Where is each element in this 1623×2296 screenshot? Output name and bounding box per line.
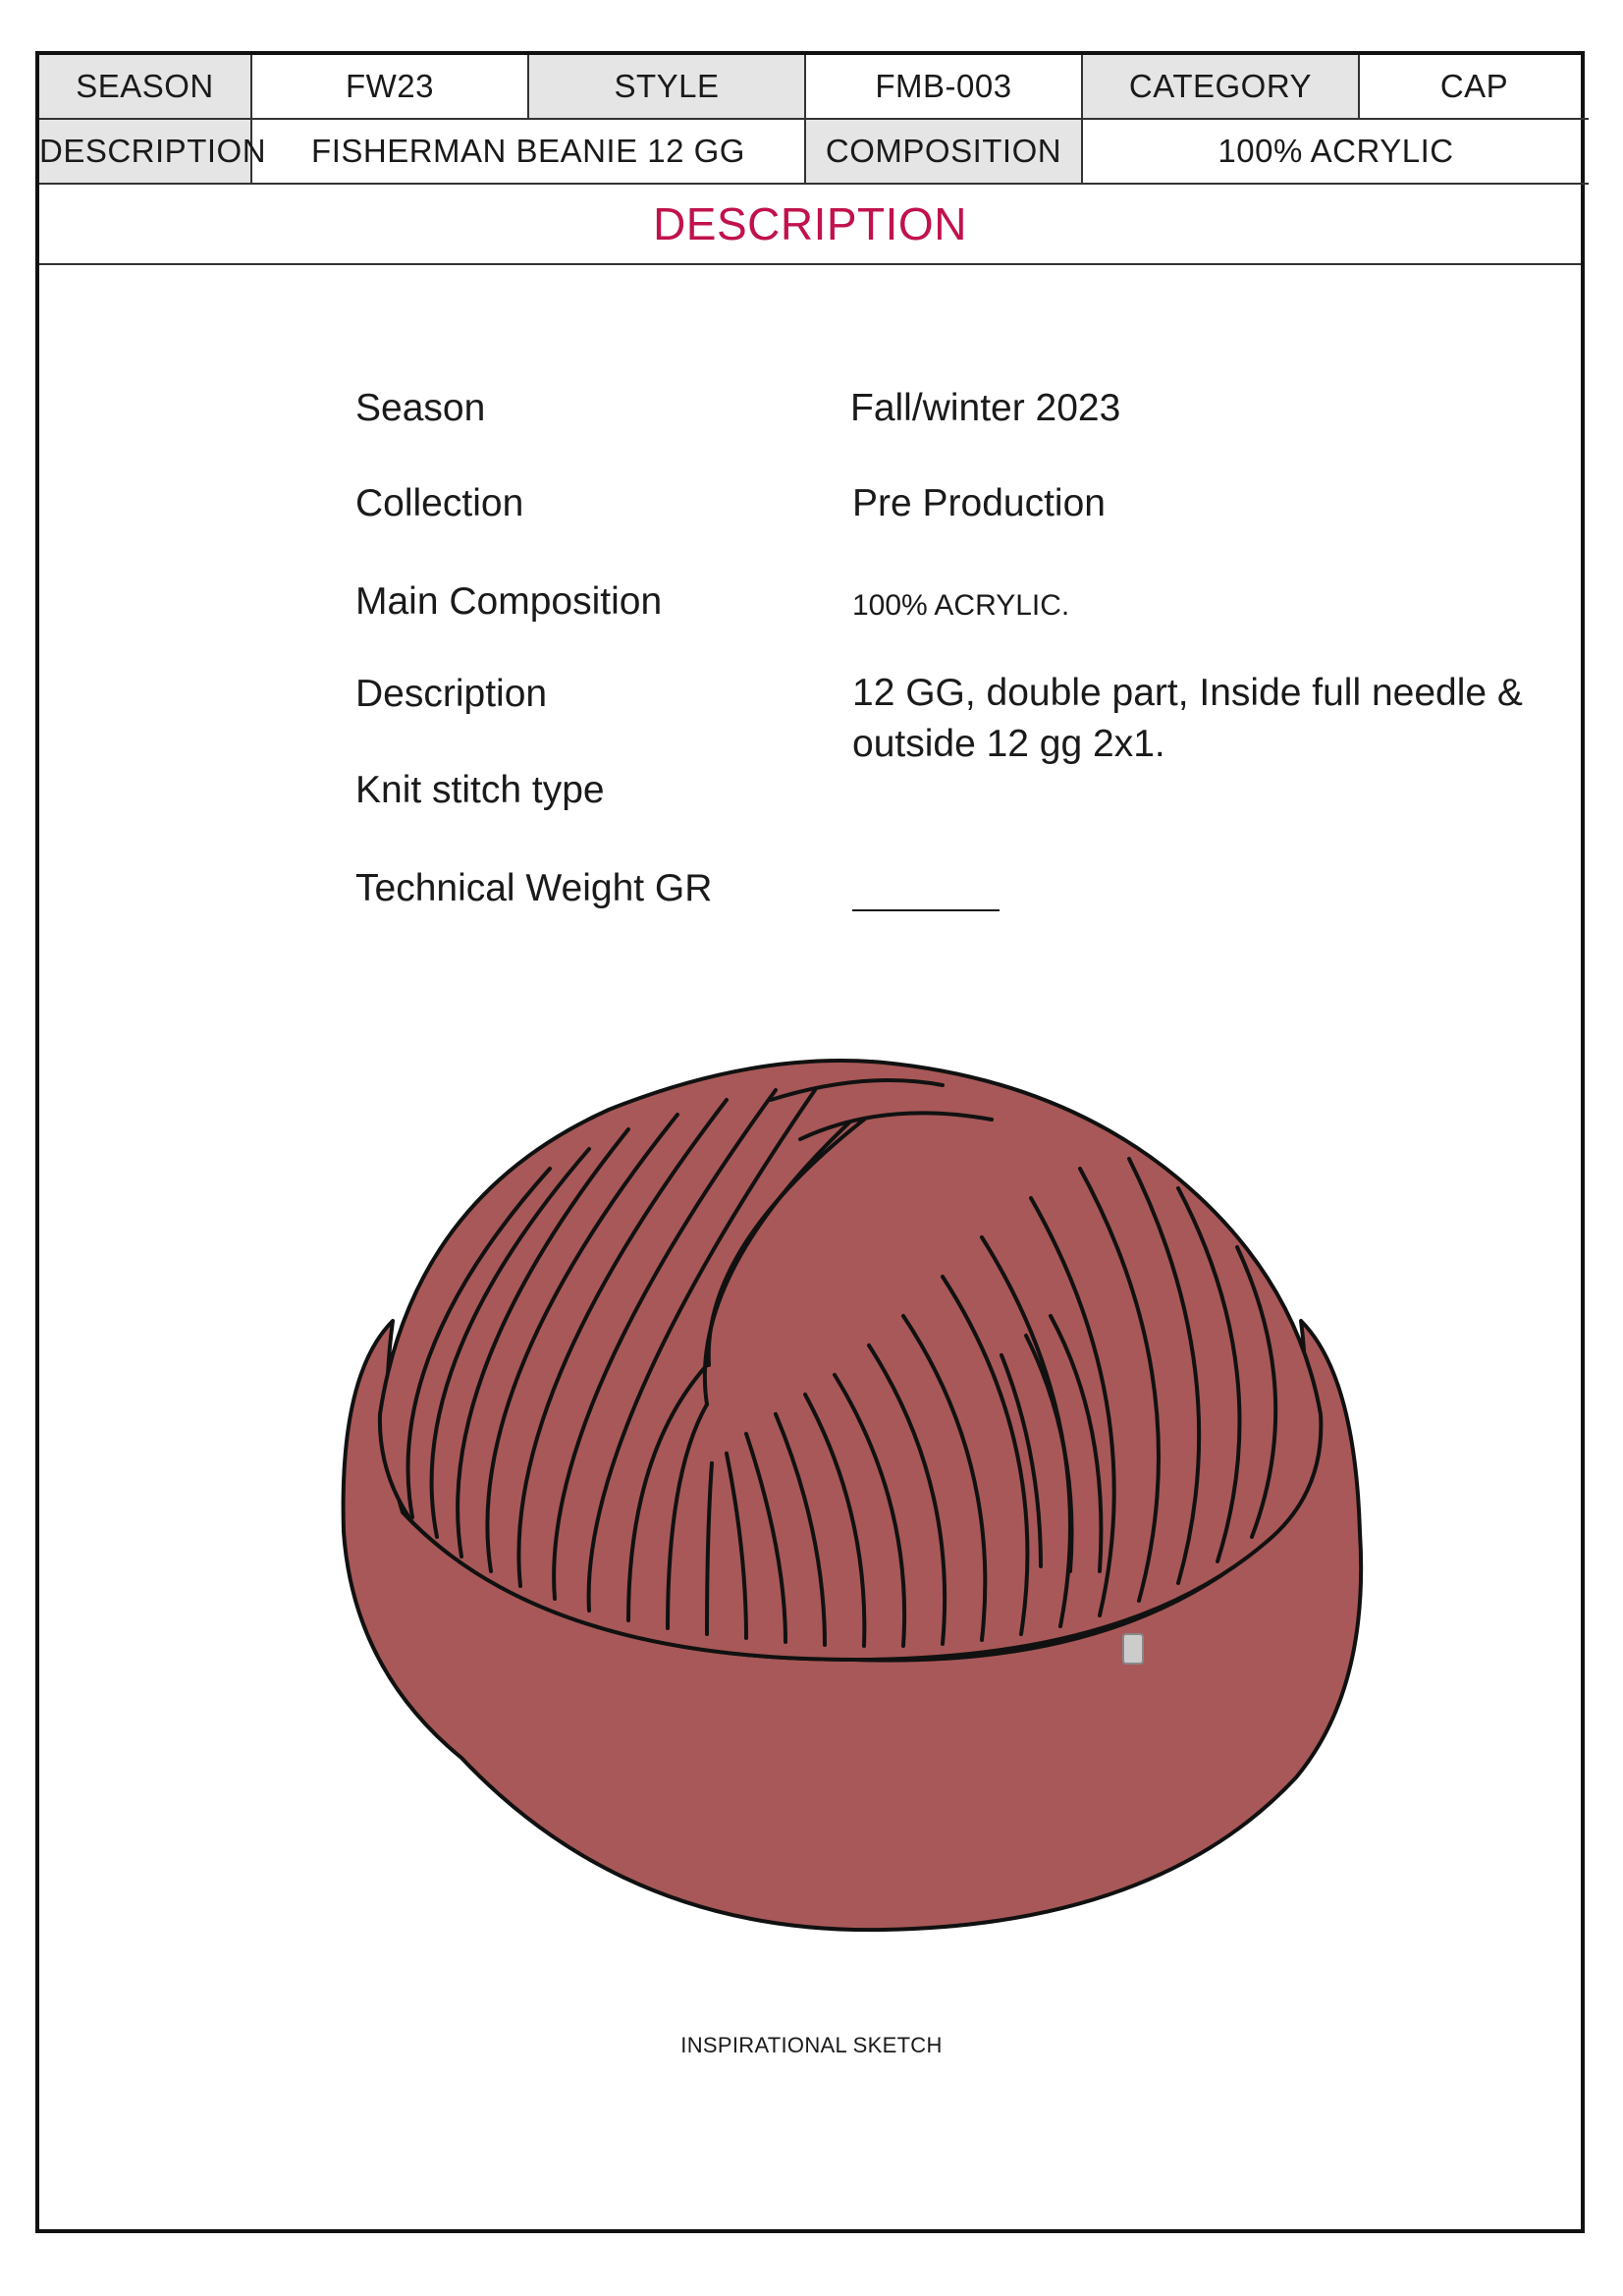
header-row-2 <box>39 119 1589 184</box>
spec-weight-blank-line <box>852 909 1000 911</box>
description-value-cell: FISHERMAN BEANIE 12 GG <box>251 119 805 184</box>
spec-weight-label: Technical Weight GR <box>355 867 713 909</box>
section-title: DESCRIPTION <box>39 185 1581 265</box>
description-label-cell: DESCRIPTION <box>39 119 251 184</box>
beanie-sketch <box>291 992 1371 1964</box>
spec-knit-stitch-label: Knit stitch type <box>355 769 605 811</box>
category-label-cell: CATEGORY <box>1082 55 1359 119</box>
season-value-cell: FW23 <box>251 55 528 119</box>
category-value-cell: CAP <box>1359 55 1589 119</box>
spec-description-value: 12 GG, double part, Inside full needle & outside 12 gg 2x1. <box>852 672 1523 765</box>
spec-collection-value: Pre Production <box>852 482 1106 524</box>
style-value-cell: FMB-003 <box>805 55 1082 119</box>
composition-value-cell: 100% ACRYLIC <box>1082 119 1589 184</box>
spec-composition-value: 100% ACRYLIC. <box>852 589 1070 622</box>
spec-collection-label: Collection <box>355 482 524 524</box>
spec-description-label: Description <box>355 673 548 715</box>
spec-season-value: Fall/winter 2023 <box>850 387 1121 429</box>
header-row-1 <box>39 55 1589 119</box>
season-label-cell: SEASON <box>39 55 251 119</box>
sketch-caption: INSPIRATIONAL SKETCH <box>680 2033 943 2057</box>
style-label-cell: STYLE <box>528 55 805 119</box>
spec-season-label: Season <box>355 387 486 429</box>
composition-label-cell: COMPOSITION <box>805 119 1082 184</box>
header-table <box>39 55 1589 185</box>
label-tag <box>1123 1634 1143 1664</box>
spec-composition-label: Main Composition <box>355 580 663 623</box>
